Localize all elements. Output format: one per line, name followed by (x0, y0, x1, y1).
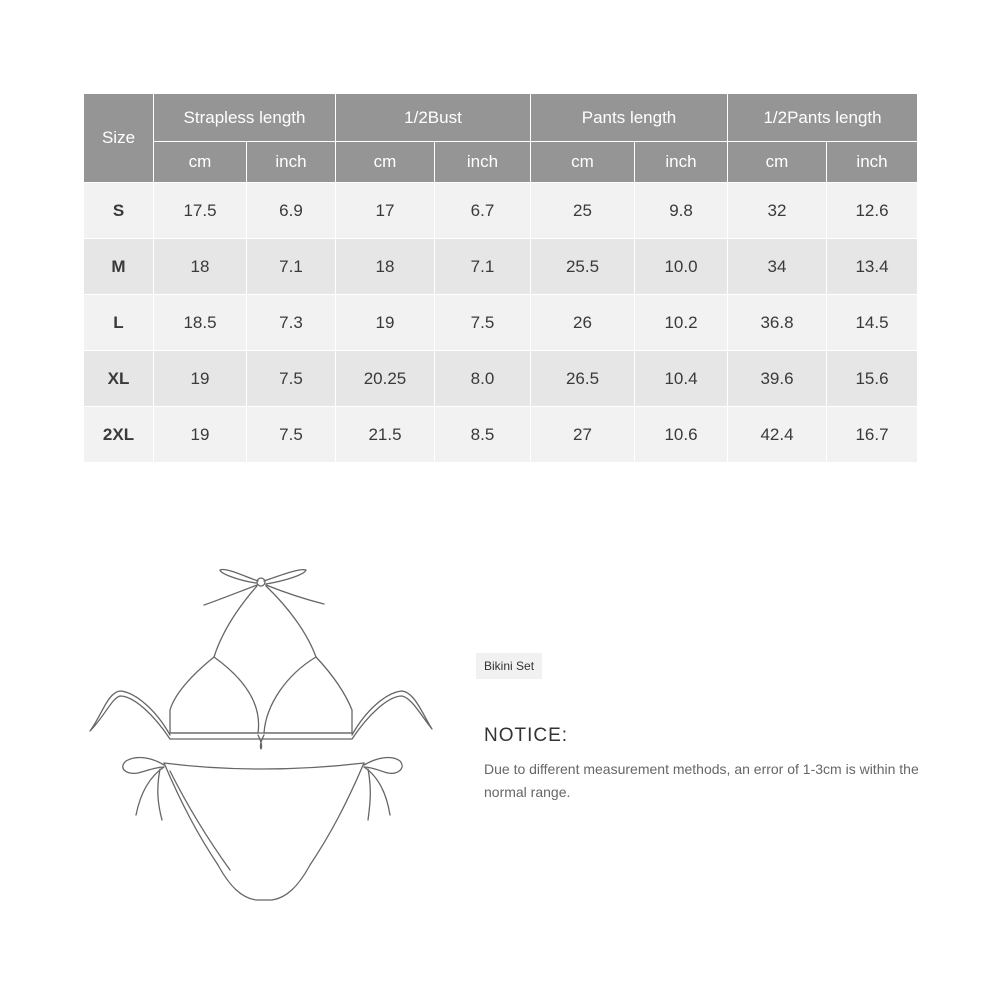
table-cell: 26 (531, 295, 635, 351)
table-cell: 18.5 (154, 295, 247, 351)
top-side-tie-right (352, 691, 432, 739)
halter-knot (257, 578, 265, 586)
table-cell: 10.0 (635, 239, 728, 295)
table-cell: 17 (336, 183, 435, 239)
size-cell: 2XL (84, 407, 154, 463)
table-cell: 6.7 (435, 183, 531, 239)
table-cell: 7.3 (247, 295, 336, 351)
size-cell: L (84, 295, 154, 351)
halter-strap-left (214, 586, 257, 657)
table-row (84, 351, 918, 407)
size-cell: XL (84, 351, 154, 407)
table-cell: 16.7 (827, 407, 918, 463)
table-cell: 10.4 (635, 351, 728, 407)
table-cell: 8.0 (435, 351, 531, 407)
table-cell: 7.5 (435, 295, 531, 351)
table-row (84, 407, 918, 463)
table-cell: 7.1 (435, 239, 531, 295)
size-header: Size (84, 94, 154, 183)
table-row (84, 239, 918, 295)
table-cell: 13.4 (827, 239, 918, 295)
table-cell: 7.1 (247, 239, 336, 295)
table-cell: 19 (154, 351, 247, 407)
table-cell: 27 (531, 407, 635, 463)
table-cell: 26.5 (531, 351, 635, 407)
table-cell: 20.25 (336, 351, 435, 407)
table-cell: 10.6 (635, 407, 728, 463)
notice-text: Due to different measurement methods, an error of 1-3cm is within the normal range. (484, 761, 919, 800)
group-header-half-pants-length: 1/2Pants length (728, 94, 918, 142)
table-cell: 9.8 (635, 183, 728, 239)
table-cell: 25.5 (531, 239, 635, 295)
table-cell: 15.6 (827, 351, 918, 407)
group-header-pants-length: Pants length (531, 94, 728, 142)
top-cup-right (264, 657, 352, 733)
table-cell: 18 (154, 239, 247, 295)
bottom-body (164, 763, 364, 900)
table-cell: 7.5 (247, 407, 336, 463)
unit-header-inch: inch (827, 142, 918, 183)
table-cell: 34 (728, 239, 827, 295)
top-center-knot (258, 735, 264, 749)
top-under-band (170, 733, 352, 739)
table-row (84, 295, 918, 351)
notice-title: NOTICE: (484, 725, 569, 746)
table-cell: 10.2 (635, 295, 728, 351)
top-cup-left (170, 657, 259, 733)
table-cell: 6.9 (247, 183, 336, 239)
table-cell: 42.4 (728, 407, 827, 463)
bottom-right-bow (364, 758, 402, 820)
unit-header-inch: inch (435, 142, 531, 183)
size-cell: M (84, 239, 154, 295)
size-chart-table (83, 93, 918, 463)
table-cell: 14.5 (827, 295, 918, 351)
halter-strap-right (266, 586, 316, 657)
product-tag: Bikini Set (476, 653, 542, 679)
halter-bow-right-loop (264, 570, 306, 584)
unit-header-inch: inch (247, 142, 336, 183)
table-cell: 21.5 (336, 407, 435, 463)
unit-header-cm: cm (154, 142, 247, 183)
table-cell: 19 (336, 295, 435, 351)
table-row (84, 183, 918, 239)
unit-header-cm: cm (531, 142, 635, 183)
bottom-left-bow (123, 758, 164, 820)
group-header-half-bust: 1/2Bust (336, 94, 531, 142)
unit-header-inch: inch (635, 142, 728, 183)
bottom-waistband (164, 763, 364, 769)
table-cell: 36.8 (728, 295, 827, 351)
bikini-set-illustration (86, 565, 446, 910)
table-cell: 7.5 (247, 351, 336, 407)
table-cell: 25 (531, 183, 635, 239)
table-cell: 39.6 (728, 351, 827, 407)
group-header-strapless-length: Strapless length (154, 94, 336, 142)
table-cell: 18 (336, 239, 435, 295)
table-cell: 17.5 (154, 183, 247, 239)
table-cell: 8.5 (435, 407, 531, 463)
top-side-tie-left (90, 691, 170, 739)
table-cell: 12.6 (827, 183, 918, 239)
size-cell: S (84, 183, 154, 239)
unit-header-cm: cm (728, 142, 827, 183)
table-cell: 19 (154, 407, 247, 463)
halter-bow-left-loop (220, 569, 258, 583)
bottom-inner-edge (170, 771, 230, 870)
unit-header-cm: cm (336, 142, 435, 183)
table-cell: 32 (728, 183, 827, 239)
